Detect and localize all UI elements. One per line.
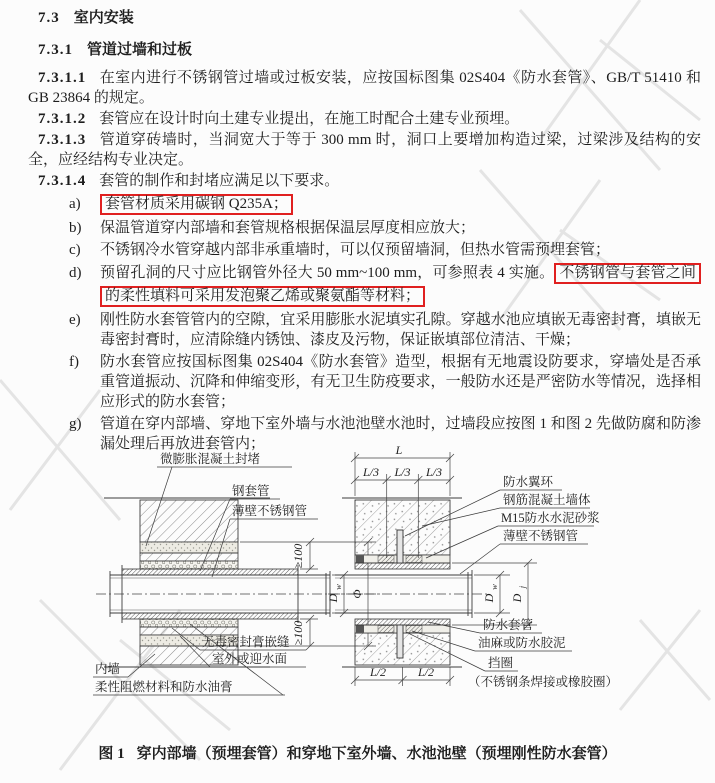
- list-text: 预留孔洞的尺寸应比钢管外径大 50 mm~100 mm，可参照表 4 实施。: [100, 265, 555, 281]
- list-item-b: [69, 218, 701, 238]
- list-item-d: [69, 262, 701, 308]
- dim-L3-1: L/3: [362, 465, 380, 479]
- list-text: 刚性防水套管管内的空隙，宜采用膨胀水泥填实孔隙。穿越水池应填嵌无毒密封膏，填嵌无毒密封膏时，应清除缝内锈蚀、漆皮及污物，保证嵌填部位清洁、干燥；: [100, 312, 701, 348]
- section-heading: [0, 0, 715, 28]
- clause-text: 套管应在设计时向土建专业提出，在施工时配合土建专业预埋。: [99, 111, 520, 127]
- label-steel-sleeve: 钢套管: [232, 484, 270, 498]
- highlight-box: 不锈钢管与套管之间的柔性填料可采用发泡聚乙烯或聚氨酯等材料；: [100, 263, 701, 307]
- list-text: 保温管道穿内部墙和套管规格根据保温层厚度相应放大；: [100, 220, 476, 236]
- list-item-f: [69, 352, 701, 412]
- label-rc-wall: 钢筋混凝土墙体: [503, 493, 591, 507]
- subsection-title: 管道过墙和过板: [87, 42, 193, 58]
- list-marker: f): [69, 354, 79, 370]
- label-retaining-ring: 挡圈: [488, 656, 514, 670]
- figure-caption: [0, 742, 715, 763]
- clause-7314: [28, 171, 701, 191]
- list-marker: a): [69, 196, 81, 212]
- clause-number: 7.3.1.3: [38, 132, 87, 148]
- dim-phi: Φ: [350, 589, 364, 599]
- list-marker: g): [69, 416, 82, 432]
- dim-L2-1: L/2: [369, 665, 387, 679]
- dim-dj-sub: j: [517, 585, 527, 589]
- dim-ge100-bottom: ≥100: [291, 620, 305, 646]
- dim-dw-right-sub: w: [489, 584, 499, 590]
- label-flexible-filler: 柔性阻燃材料和防水油膏: [95, 680, 233, 694]
- section-title: 室内安装: [73, 10, 134, 26]
- label-thinwall-pipe-right: 薄壁不锈钢管: [503, 529, 579, 543]
- figure-number: 图 1: [98, 746, 125, 762]
- dim-dw-left-sub: w: [333, 584, 343, 590]
- clause-text: 套管的制作和封堵应满足以下要求。: [99, 173, 340, 189]
- dim-ge100-top: ≥100: [291, 543, 305, 569]
- list-text: 防水套管应按国标图集 02S404《防水套管》造型，根据有无地震设防要求，穿墙处是否承重管道振动、沉降和伸缩变形，有无卫生防疫要求，一般防水还是严密防水等情况，选择相应形式的防水套管；: [100, 354, 701, 410]
- list-text: 管道在穿内部墙、穿地下室外墙与水池池壁水池时，过墙段应按图 1 和图 2 先做防腐和防渗漏处理后再放进套管内；: [100, 416, 701, 452]
- list-item-e: [69, 310, 701, 350]
- figure-caption-text: 穿内部墙（预埋套管）和穿地下室外墙、水池池壁（预埋刚性防水套管）: [136, 746, 617, 762]
- clause-text: 在室内进行不锈钢管过墙或过板安装，应按国标图集 02S404《防水套管》、GB/T 51410 和 GB 23864 的规定。: [28, 70, 701, 106]
- subsection-heading: [38, 40, 699, 60]
- label-waterproof-wing-ring: 防水翼环: [503, 475, 554, 489]
- clause-7312: [28, 109, 701, 129]
- label-retaining-ring-note: （不锈钢条焊接或橡胶圈）: [468, 675, 619, 689]
- dim-dw-right: D: [482, 593, 496, 603]
- clause-7313: [28, 130, 701, 170]
- label-outdoor-face: 室外或迎水面: [212, 652, 288, 666]
- label-thinwall-pipe-left: 薄壁不锈钢管: [232, 504, 308, 518]
- label-m15-mortar: M15防水水泥砂浆: [501, 511, 600, 525]
- clause-number: 7.3.1.2: [38, 111, 87, 127]
- clause-number: 7.3.1.4: [38, 173, 87, 189]
- list-marker: e): [69, 312, 81, 328]
- list-marker: b): [69, 220, 82, 236]
- list-text: 不锈钢冷水管穿越内部非承重墙时，可以仅预留墙洞，但热水管需预埋套管；: [100, 242, 611, 258]
- label-oakum-mastic: 油麻或防水胶泥: [478, 636, 566, 650]
- dim-dj: D: [510, 593, 524, 603]
- list-marker: d): [69, 265, 82, 281]
- list-item-c: [69, 240, 701, 260]
- label-expansion-concrete-seal: 微膨胀混凝土封堵: [160, 452, 261, 466]
- list-item-a: [69, 193, 701, 216]
- dim-L: L: [395, 443, 403, 457]
- dim-L3-2: L/3: [394, 465, 411, 479]
- clause-number: 7.3.1.1: [38, 70, 87, 86]
- label-waterproof-sleeve: 防水套管: [483, 618, 534, 632]
- label-nontoxic-sealant: 无毒密封膏嵌缝: [202, 635, 290, 649]
- dim-L2-2: L/2: [417, 665, 435, 679]
- section-number: 7.3: [38, 10, 60, 26]
- label-inner-wall: 内墙: [95, 662, 121, 676]
- right-section-drawing: [328, 443, 618, 689]
- dim-dw-left: D: [326, 593, 340, 603]
- figure-1-drawing: [60, 438, 715, 745]
- subsection-number: 7.3.1: [38, 42, 73, 58]
- clause-text: 管道穿砖墙时，当洞宽大于等于 300 mm 时，洞口上要增加构造过梁，过梁涉及结构的安全，应经结构专业决定。: [28, 132, 701, 168]
- list-marker: c): [69, 242, 81, 258]
- left-section-drawing: [93, 451, 380, 695]
- dim-L3-3: L/3: [425, 465, 443, 479]
- clause-7311: [28, 68, 701, 108]
- highlight-box: 套管材质采用碳钢 Q235A；: [100, 194, 293, 215]
